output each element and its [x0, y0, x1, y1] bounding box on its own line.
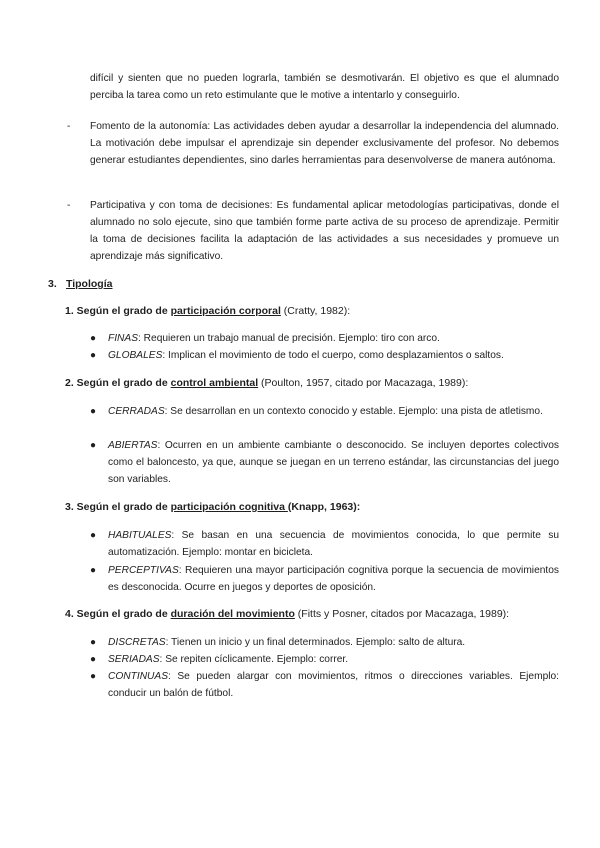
- bullet-item: [90, 437, 559, 488]
- bullet-item: [90, 527, 559, 561]
- item-text: : Se repiten cíclicamente. Ejemplo: correr.: [159, 654, 349, 665]
- bullet-item: [90, 634, 559, 651]
- subsection-prefix: 3. Según el grado de: [65, 501, 171, 513]
- dash-list-item: [67, 118, 559, 169]
- bullet-dot: ●: [90, 350, 97, 361]
- section-title: Tipología: [66, 278, 113, 290]
- subsection-suffix: (Knapp, 1963):: [287, 501, 361, 513]
- bullet-dot: ●: [90, 654, 97, 665]
- bullet-dot: ●: [90, 637, 97, 648]
- subsection-heading-1: [65, 303, 350, 320]
- bullet-item: [90, 562, 559, 596]
- item-text: : Se basan en una secuencia de movimientos conocida, lo que permite su automatización. Ejemplo: montar en bicicleta.: [108, 530, 559, 558]
- bullet-dot: ●: [90, 565, 97, 576]
- item-text: : Se desarrollan en un contexto conocido y estable. Ejemplo: una pista de atletismo.: [164, 406, 543, 417]
- bullet-dot: ●: [90, 406, 97, 417]
- item-term: GLOBALES: [108, 350, 163, 361]
- item-term: FINAS: [108, 333, 139, 344]
- dash-item-text: Participativa y con toma de decisiones: Es fundamental aplicar metodologías participativas, donde el alumnado no solo ejecute, sino que también forme parte activa de su proceso de aprendizaje. Permitir la toma de decisiones facilita la adaptación de las actividades a sus necesidades y promueve un aprendizaje más significativo.: [90, 200, 559, 262]
- item-term: HABITUALES: [108, 530, 172, 541]
- dash-list-item: [67, 197, 559, 265]
- item-text: : Requieren una mayor participación cognitiva porque la secuencia de movimientos es desconocida. Ocurre en juegos y deportes de oposición.: [108, 565, 559, 593]
- item-term: ABIERTAS: [108, 440, 158, 451]
- dash-marker: -: [67, 121, 71, 132]
- subsection-suffix: (Poulton, 1957, citado por Macazaga, 1989):: [258, 377, 469, 389]
- bullet-item: [90, 668, 559, 702]
- dash-item-text: Fomento de la autonomía: Las actividades deben ayudar a desarrollar la independencia del alumnado. La motivación debe impulsar el aprendizaje sin depender exclusivamente del profesor. No debemos generar estudiantes dependientes, sino darles herramientas para desenvolverse de manera autónoma.: [90, 121, 559, 166]
- subsection-key: participación cognitiva: [170, 501, 288, 513]
- subsection-suffix: (Fitts y Posner, citados por Macazaga, 1989):: [294, 608, 510, 620]
- subsection-key: participación corporal: [170, 305, 281, 317]
- bullet-item: [90, 651, 559, 668]
- continuation-paragraph: difícil y sienten que no pueden lograrla, también se desmotivarán. El objetivo es que el alumnado perciba la tarea como un reto estimulante que le motive a intentarlo y conseguirlo.: [90, 73, 559, 101]
- subsection-key: control ambiental: [170, 377, 259, 389]
- item-text: : Requieren un trabajo manual de precisión. Ejemplo: tiro con arco.: [138, 333, 440, 344]
- item-text: : Tienen un inicio y un final determinados. Ejemplo: salto de altura.: [165, 637, 466, 648]
- bullet-dot: ●: [90, 530, 97, 541]
- bullet-item: [90, 347, 559, 364]
- subsection-heading-4: [65, 606, 509, 623]
- item-term: SERIADAS: [108, 654, 160, 665]
- dash-marker: -: [67, 200, 71, 211]
- item-term: CONTINUAS: [108, 671, 168, 682]
- bullet-dot: ●: [90, 440, 97, 451]
- subsection-key: duración del movimiento: [170, 608, 295, 620]
- section-number: 3.: [48, 278, 57, 290]
- subsection-heading-2: [65, 375, 468, 392]
- bullet-item: [90, 330, 559, 347]
- subsection-prefix: 2. Según el grado de: [65, 377, 171, 389]
- item-text: : Se pueden alargar con movimientos, ritmos o direcciones variables. Ejemplo: conducir un balón de fútbol.: [108, 671, 559, 699]
- subsection-prefix: 4. Según el grado de: [65, 608, 171, 620]
- item-term: PERCEPTIVAS: [108, 565, 179, 576]
- item-text: : Implican el movimiento de todo el cuerpo, como desplazamientos o saltos.: [162, 350, 504, 361]
- section-heading: [48, 276, 112, 293]
- subsection-heading-3: [65, 499, 360, 516]
- bullet-dot: ●: [90, 671, 97, 682]
- bullet-item: [90, 403, 559, 420]
- subsection-suffix: (Cratty, 1982):: [280, 305, 351, 317]
- bullet-dot: ●: [90, 333, 97, 344]
- subsection-prefix: 1. Según el grado de: [65, 305, 171, 317]
- item-term: DISCRETAS: [108, 637, 166, 648]
- item-term: CERRADAS: [108, 406, 165, 417]
- item-text: : Ocurren en un ambiente cambiante o desconocido. Se incluyen deportes colectivos como el baloncesto, ya que, aunque se juegan en un terreno estándar, las circunstancias del juego son variables.: [108, 440, 559, 485]
